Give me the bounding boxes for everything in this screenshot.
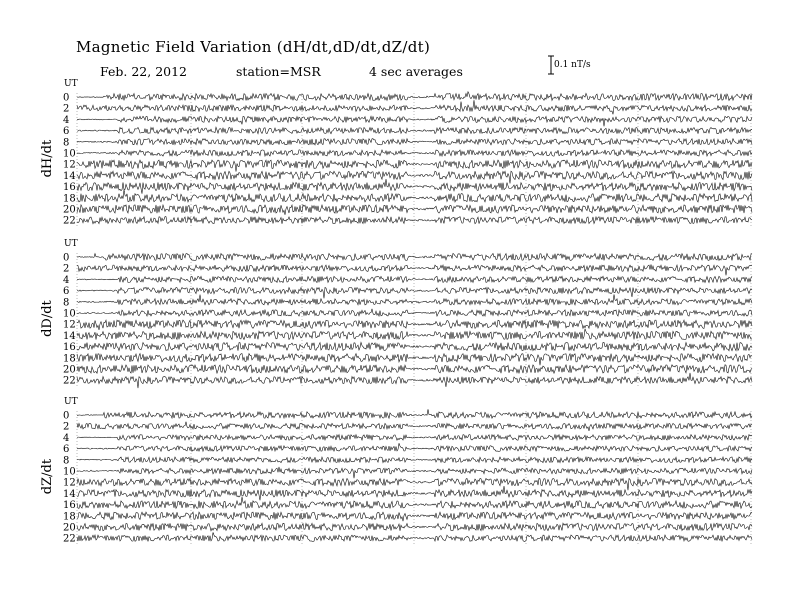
hour-label: 8 xyxy=(63,137,70,149)
label-layer xyxy=(40,79,78,545)
trace-line xyxy=(77,179,752,194)
trace-line xyxy=(77,497,752,509)
trace-line xyxy=(77,171,752,183)
scale-label: 0.1 nT/s xyxy=(554,60,591,70)
hour-label: 12 xyxy=(63,159,76,171)
hour-label: 18 xyxy=(63,511,76,523)
hour-label: 12 xyxy=(63,319,76,331)
trace-line xyxy=(77,253,752,260)
hour-label: 20 xyxy=(63,204,76,216)
hour-label: 14 xyxy=(63,330,76,342)
trace-line xyxy=(77,160,752,172)
trace-line xyxy=(77,523,752,531)
hour-label: 2 xyxy=(63,263,70,275)
chart-title: Magnetic Field Variation (dH/dt,dD/dt,dZ/dt) xyxy=(76,38,431,56)
hour-label: 14 xyxy=(63,170,76,182)
hour-label: 20 xyxy=(63,364,76,376)
trace-layer xyxy=(77,92,752,542)
trace-line xyxy=(77,205,752,215)
trace-line xyxy=(77,422,752,431)
averaging-label: 4 sec averages xyxy=(369,64,463,79)
trace-line xyxy=(77,365,752,373)
trace-line xyxy=(77,342,752,350)
trace-line xyxy=(77,116,752,126)
hour-label: 0 xyxy=(63,92,70,104)
trace-line xyxy=(77,329,752,340)
hour-label: 10 xyxy=(63,308,76,320)
panel-axis-label: dH/dt xyxy=(40,139,55,178)
hour-label: 10 xyxy=(63,466,76,478)
trace-line xyxy=(77,150,752,156)
trace-line xyxy=(77,217,752,224)
hour-label: 16 xyxy=(63,500,76,512)
hour-label: 6 xyxy=(63,286,70,298)
trace-line xyxy=(77,264,752,275)
hour-label: 16 xyxy=(63,342,76,354)
hour-label: 6 xyxy=(63,126,70,138)
hour-label: 14 xyxy=(63,488,76,500)
trace-line xyxy=(77,478,752,490)
hour-label: 18 xyxy=(63,193,76,205)
trace-line xyxy=(77,409,752,418)
hour-label: 10 xyxy=(63,148,76,160)
hour-label: 22 xyxy=(63,533,76,545)
hour-label: 6 xyxy=(63,444,70,456)
trace-line xyxy=(77,457,752,463)
hour-label: 4 xyxy=(63,114,70,126)
hour-label: 20 xyxy=(63,522,76,534)
trace-line xyxy=(77,486,752,500)
grid-lines xyxy=(77,93,751,545)
panel-axis-label: dD/dt xyxy=(40,300,55,337)
trace-line xyxy=(77,373,752,388)
hour-label: 12 xyxy=(63,477,76,489)
trace-line xyxy=(77,100,752,114)
ut-label: UT xyxy=(64,239,78,249)
hour-label: 0 xyxy=(63,252,70,264)
trace-line xyxy=(77,320,752,330)
trace-line xyxy=(77,287,752,298)
ut-label: UT xyxy=(64,397,78,407)
hour-label: 22 xyxy=(63,375,76,387)
trace-line xyxy=(77,294,752,305)
trace-line xyxy=(77,435,752,441)
trace-line xyxy=(77,190,752,202)
hour-label: 2 xyxy=(63,421,70,433)
hour-label: 0 xyxy=(63,410,70,422)
hour-label: 16 xyxy=(63,182,76,194)
hour-label: 8 xyxy=(63,455,70,467)
hour-label: 2 xyxy=(63,103,70,115)
hour-label: 18 xyxy=(63,353,76,365)
trace-line xyxy=(77,443,752,451)
trace-line xyxy=(77,276,752,282)
trace-line xyxy=(77,512,752,521)
trace-line xyxy=(77,127,752,134)
trace-line xyxy=(77,354,752,366)
hour-label: 4 xyxy=(63,432,70,444)
trace-line xyxy=(77,309,752,316)
trace-line xyxy=(77,139,752,145)
hour-label: 8 xyxy=(63,297,70,309)
date-label: Feb. 22, 2012 xyxy=(100,64,187,79)
trace-line xyxy=(77,532,752,541)
hour-label: 22 xyxy=(63,215,76,227)
ut-label: UT xyxy=(64,79,78,89)
hour-label: 4 xyxy=(63,274,70,286)
panel-axis-label: dZ/dt xyxy=(40,458,55,495)
station-label: station=MSR xyxy=(236,64,321,79)
trace-line xyxy=(77,92,752,101)
trace-line xyxy=(77,467,752,478)
